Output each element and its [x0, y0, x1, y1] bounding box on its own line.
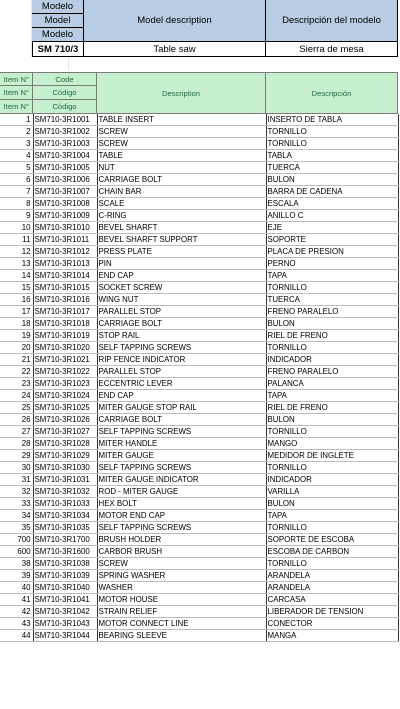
- table-row: [0, 318, 398, 330]
- description-es-cell: BULON: [266, 414, 398, 426]
- table-row: [0, 522, 398, 534]
- model-description-header: Model description: [84, 0, 266, 42]
- description-en-cell: CARRIAGE BOLT: [97, 174, 266, 186]
- table-row: [0, 234, 398, 246]
- table-row: [0, 378, 398, 390]
- table-row: [0, 546, 398, 558]
- code-cell: SM710-3R1004: [33, 150, 97, 162]
- item-number-cell: 22: [0, 366, 33, 378]
- table-row: [0, 558, 398, 570]
- item-number-header: Item N°: [0, 86, 33, 100]
- description-es-cell: PERNO: [266, 258, 398, 270]
- description-es-cell: MANGO: [266, 438, 398, 450]
- description-es-cell: SOPORTE: [266, 234, 398, 246]
- table-row: [0, 486, 398, 498]
- table-row: [0, 366, 398, 378]
- item-number-cell: 6: [0, 174, 33, 186]
- code-cell: SM710-3R1003: [33, 138, 97, 150]
- code-cell: SM710-3R1016: [33, 294, 97, 306]
- table-row: [0, 306, 398, 318]
- description-es-cell: TORNILLO: [266, 138, 398, 150]
- description-es-cell: TUERCA: [266, 294, 398, 306]
- item-number-cell: 4: [0, 150, 33, 162]
- item-number-cell: 18: [0, 318, 33, 330]
- table-row: [0, 438, 398, 450]
- table-row: [0, 390, 398, 402]
- description-en-cell: PRESS PLATE: [97, 246, 266, 258]
- item-number-cell: 35: [0, 522, 33, 534]
- code-cell: SM710-3R1035: [33, 522, 97, 534]
- model-code: SM 710/3: [32, 42, 84, 57]
- item-number-cell: 28: [0, 438, 33, 450]
- item-number-cell: 30: [0, 462, 33, 474]
- code-cell: SM710-3R1010: [33, 222, 97, 234]
- description-es-cell: INDICADOR: [266, 354, 398, 366]
- description-en-cell: BEVEL SHARFT SUPPORT: [97, 234, 266, 246]
- code-cell: SM710-3R1030: [33, 462, 97, 474]
- description-es-cell: SOPORTE DE ESCOBA: [266, 534, 398, 546]
- model-description-es: Sierra de mesa: [266, 42, 398, 57]
- description-en-cell: SPRING WASHER: [97, 570, 266, 582]
- description-en-cell: NUT: [97, 162, 266, 174]
- code-cell: SM710-3R1034: [33, 510, 97, 522]
- description-es-cell: LIBERADOR DE TENSION: [266, 606, 398, 618]
- description-en-cell: SCREW: [97, 138, 266, 150]
- description-en-cell: MOTOR HOUSE: [97, 594, 266, 606]
- parts-table: [0, 114, 399, 642]
- description-en-cell: SCALE: [97, 198, 266, 210]
- item-number-cell: 15: [0, 282, 33, 294]
- table-row: [0, 126, 398, 138]
- item-number-cell: 8: [0, 198, 33, 210]
- table-row: [0, 186, 398, 198]
- table-row: [0, 114, 398, 126]
- code-cell: SM710-3R1600: [33, 546, 97, 558]
- item-number-cell: 41: [0, 594, 33, 606]
- item-number-cell: 1: [0, 114, 33, 126]
- code-cell: SM710-3R1023: [33, 378, 97, 390]
- description-en-cell: BEARING SLEEVE: [97, 630, 266, 642]
- code-cell: SM710-3R1007: [33, 186, 97, 198]
- description-en-cell: RIP FENCE INDICATOR: [97, 354, 266, 366]
- code-header: Code: [33, 72, 97, 86]
- description-en-cell: CHAIN BAR: [97, 186, 266, 198]
- item-number-cell: 26: [0, 414, 33, 426]
- description-es-cell: FRENO PARALELO: [266, 366, 398, 378]
- description-es-cell: MEDIDOR DE INGLETE: [266, 450, 398, 462]
- item-number-cell: 21: [0, 354, 33, 366]
- table-row: [0, 570, 398, 582]
- description-en-cell: HEX BOLT: [97, 498, 266, 510]
- code-cell: SM710-3R1006: [33, 174, 97, 186]
- table-row: [0, 582, 398, 594]
- code-cell: SM710-3R1029: [33, 450, 97, 462]
- description-en-cell: TABLE INSERT: [97, 114, 266, 126]
- item-number-cell: 24: [0, 390, 33, 402]
- item-number-cell: 700: [0, 534, 33, 546]
- item-number-cell: 32: [0, 486, 33, 498]
- description-es-cell: BULON: [266, 498, 398, 510]
- table-row: [0, 138, 398, 150]
- item-number-cell: 25: [0, 402, 33, 414]
- table-row: [0, 402, 398, 414]
- item-number-cell: 17: [0, 306, 33, 318]
- item-number-cell: 12: [0, 246, 33, 258]
- item-number-cell: 3: [0, 138, 33, 150]
- description-en-cell: BEVEL SHARFT: [97, 222, 266, 234]
- description-en-cell: MITER HANDLE: [97, 438, 266, 450]
- table-row: [0, 450, 398, 462]
- description-es-cell: TORNILLO: [266, 282, 398, 294]
- item-number-cell: 31: [0, 474, 33, 486]
- table-row: [0, 630, 398, 642]
- description-en-cell: ECCENTRIC LEVER: [97, 378, 266, 390]
- description-en-cell: CARBOR BRUSH: [97, 546, 266, 558]
- description-es-cell: TORNILLO: [266, 426, 398, 438]
- item-number-cell: 27: [0, 426, 33, 438]
- description-en-cell: TABLE: [97, 150, 266, 162]
- table-row: [0, 162, 398, 174]
- code-cell: SM710-3R1021: [33, 354, 97, 366]
- item-number-cell: 5: [0, 162, 33, 174]
- table-row: [0, 510, 398, 522]
- description-es-cell: ANILLO C: [266, 210, 398, 222]
- description-en-cell: STOP RAIL: [97, 330, 266, 342]
- table-row: [0, 270, 398, 282]
- description-es-cell: BULON: [266, 318, 398, 330]
- item-number-cell: 9: [0, 210, 33, 222]
- item-number-header: Item N°: [0, 100, 33, 114]
- description-en-cell: WING NUT: [97, 294, 266, 306]
- description-es-cell: MANGA: [266, 630, 398, 642]
- description-es-cell: TAPA: [266, 390, 398, 402]
- description-es-cell: ARANDELA: [266, 570, 398, 582]
- description-en-cell: MITER GAUGE: [97, 450, 266, 462]
- description-es-cell: RIEL DE FRENO: [266, 330, 398, 342]
- code-cell: SM710-3R1009: [33, 210, 97, 222]
- code-cell: SM710-3R1027: [33, 426, 97, 438]
- description-en-cell: MOTOR CONNECT LINE: [97, 618, 266, 630]
- description-en-cell: SCREW: [97, 558, 266, 570]
- code-cell: SM710-3R1020: [33, 342, 97, 354]
- model-label: Modelo: [32, 0, 84, 14]
- code-cell: SM710-3R1018: [33, 318, 97, 330]
- item-number-cell: 14: [0, 270, 33, 282]
- table-row: [0, 246, 398, 258]
- description-en-cell: SELF TAPPING SCREWS: [97, 342, 266, 354]
- description-es-cell: EJE: [266, 222, 398, 234]
- code-header: Código: [33, 100, 97, 114]
- item-number-cell: 11: [0, 234, 33, 246]
- table-row: [0, 534, 398, 546]
- table-row: [0, 210, 398, 222]
- description-en-cell: SCREW: [97, 126, 266, 138]
- description-es-cell: CONECTOR: [266, 618, 398, 630]
- model-label: Modelo: [32, 28, 84, 42]
- code-cell: SM710-3R1026: [33, 414, 97, 426]
- code-cell: SM710-3R1019: [33, 330, 97, 342]
- table-row: [0, 474, 398, 486]
- code-header: Código: [33, 86, 97, 100]
- item-number-cell: 23: [0, 378, 33, 390]
- code-cell: SM710-3R1700: [33, 534, 97, 546]
- description-es-cell: INSERTO DE TABLA: [266, 114, 398, 126]
- item-number-header: Item N°: [0, 72, 33, 86]
- code-cell: SM710-3R1015: [33, 282, 97, 294]
- grid-line: [68, 58, 69, 70]
- code-cell: SM710-3R1013: [33, 258, 97, 270]
- code-cell: SM710-3R1044: [33, 630, 97, 642]
- code-cell: SM710-3R1002: [33, 126, 97, 138]
- description-en-cell: SELF TAPPING SCREWS: [97, 426, 266, 438]
- item-number-cell: 13: [0, 258, 33, 270]
- item-number-cell: 2: [0, 126, 33, 138]
- code-cell: SM710-3R1043: [33, 618, 97, 630]
- description-es-cell: ESCOBA DE CARBON: [266, 546, 398, 558]
- description-es-cell: FRENO PARALELO: [266, 306, 398, 318]
- code-cell: SM710-3R1008: [33, 198, 97, 210]
- description-es-cell: TORNILLO: [266, 522, 398, 534]
- description-es-cell: CARCASA: [266, 594, 398, 606]
- code-cell: SM710-3R1017: [33, 306, 97, 318]
- item-number-cell: 38: [0, 558, 33, 570]
- table-row: [0, 258, 398, 270]
- item-number-cell: 43: [0, 618, 33, 630]
- table-row: [0, 222, 398, 234]
- code-cell: SM710-3R1041: [33, 594, 97, 606]
- description-es-cell: TAPA: [266, 510, 398, 522]
- code-cell: SM710-3R1001: [33, 114, 97, 126]
- code-cell: SM710-3R1031: [33, 474, 97, 486]
- description-en-cell: END CAP: [97, 390, 266, 402]
- item-number-cell: 29: [0, 450, 33, 462]
- description-en-cell: C-RING: [97, 210, 266, 222]
- table-row: [0, 330, 398, 342]
- table-row: [0, 426, 398, 438]
- item-number-cell: 19: [0, 330, 33, 342]
- description-es-cell: VARILLA: [266, 486, 398, 498]
- table-row: [0, 282, 398, 294]
- model-label: Model: [32, 14, 84, 28]
- item-number-cell: 10: [0, 222, 33, 234]
- table-row: [0, 354, 398, 366]
- description-en-cell: WASHER: [97, 582, 266, 594]
- item-number-cell: 42: [0, 606, 33, 618]
- description-en-cell: CARRIAGE BOLT: [97, 318, 266, 330]
- description-en-cell: STRAIN RELIEF: [97, 606, 266, 618]
- code-cell: SM710-3R1033: [33, 498, 97, 510]
- code-cell: SM710-3R1032: [33, 486, 97, 498]
- code-cell: SM710-3R1012: [33, 246, 97, 258]
- item-number-cell: 7: [0, 186, 33, 198]
- description-es-cell: RIEL DE FRENO: [266, 402, 398, 414]
- item-number-cell: 600: [0, 546, 33, 558]
- code-cell: SM710-3R1028: [33, 438, 97, 450]
- description-es-cell: TORNILLO: [266, 342, 398, 354]
- code-cell: SM710-3R1042: [33, 606, 97, 618]
- description-es-cell: TORNILLO: [266, 126, 398, 138]
- description-es-cell: ARANDELA: [266, 582, 398, 594]
- item-number-cell: 33: [0, 498, 33, 510]
- description-en-cell: BRUSH HOLDER: [97, 534, 266, 546]
- description-es-cell: ESCALA: [266, 198, 398, 210]
- item-number-cell: 39: [0, 570, 33, 582]
- table-row: [0, 618, 398, 630]
- table-row: [0, 198, 398, 210]
- table-row: [0, 594, 398, 606]
- code-cell: SM710-3R1040: [33, 582, 97, 594]
- description-en-cell: ROD - MITER GAUGE: [97, 486, 266, 498]
- code-cell: SM710-3R1025: [33, 402, 97, 414]
- code-cell: SM710-3R1022: [33, 366, 97, 378]
- description-en-cell: CARRIAGE BOLT: [97, 414, 266, 426]
- description-es-cell: PLACA DE PRESION: [266, 246, 398, 258]
- description-en-cell: PARALLEL STOP: [97, 366, 266, 378]
- description-en-cell: SELF TAPPING SCREWS: [97, 462, 266, 474]
- table-row: [0, 414, 398, 426]
- code-cell: SM710-3R1005: [33, 162, 97, 174]
- description-en-cell: MITER GAUGE STOP RAIL: [97, 402, 266, 414]
- descripcion-header: Descripción: [266, 72, 398, 114]
- description-en-cell: MOTOR END CAP: [97, 510, 266, 522]
- code-cell: SM710-3R1011: [33, 234, 97, 246]
- table-row: [0, 342, 398, 354]
- description-es-cell: BULON: [266, 174, 398, 186]
- description-es-cell: TAPA: [266, 270, 398, 282]
- description-en-cell: PARALLEL STOP: [97, 306, 266, 318]
- table-row: [0, 498, 398, 510]
- descripcion-modelo-header: Descripción del modelo: [266, 0, 398, 42]
- description-es-cell: PALANCA: [266, 378, 398, 390]
- table-row: [0, 174, 398, 186]
- description-es-cell: BARRA DE CADENA: [266, 186, 398, 198]
- description-es-cell: TABLA: [266, 150, 398, 162]
- description-es-cell: TORNILLO: [266, 558, 398, 570]
- model-description-en: Table saw: [84, 42, 266, 57]
- description-en-cell: END CAP: [97, 270, 266, 282]
- item-number-cell: 34: [0, 510, 33, 522]
- description-es-cell: TORNILLO: [266, 462, 398, 474]
- table-row: [0, 606, 398, 618]
- item-number-cell: 44: [0, 630, 33, 642]
- item-number-cell: 20: [0, 342, 33, 354]
- description-en-cell: SELF TAPPING SCREWS: [97, 522, 266, 534]
- description-en-cell: SOCKET SCREW: [97, 282, 266, 294]
- description-header: Description: [97, 72, 266, 114]
- item-number-cell: 40: [0, 582, 33, 594]
- description-es-cell: INDICADOR: [266, 474, 398, 486]
- table-row: [0, 150, 398, 162]
- code-cell: SM710-3R1038: [33, 558, 97, 570]
- code-cell: SM710-3R1039: [33, 570, 97, 582]
- table-row: [0, 462, 398, 474]
- table-row: [0, 294, 398, 306]
- model-header: [32, 0, 398, 58]
- code-cell: SM710-3R1014: [33, 270, 97, 282]
- description-en-cell: PIN: [97, 258, 266, 270]
- item-number-cell: 16: [0, 294, 33, 306]
- code-cell: SM710-3R1024: [33, 390, 97, 402]
- description-es-cell: TUERCA: [266, 162, 398, 174]
- description-en-cell: MITER GAUGE INDICATOR: [97, 474, 266, 486]
